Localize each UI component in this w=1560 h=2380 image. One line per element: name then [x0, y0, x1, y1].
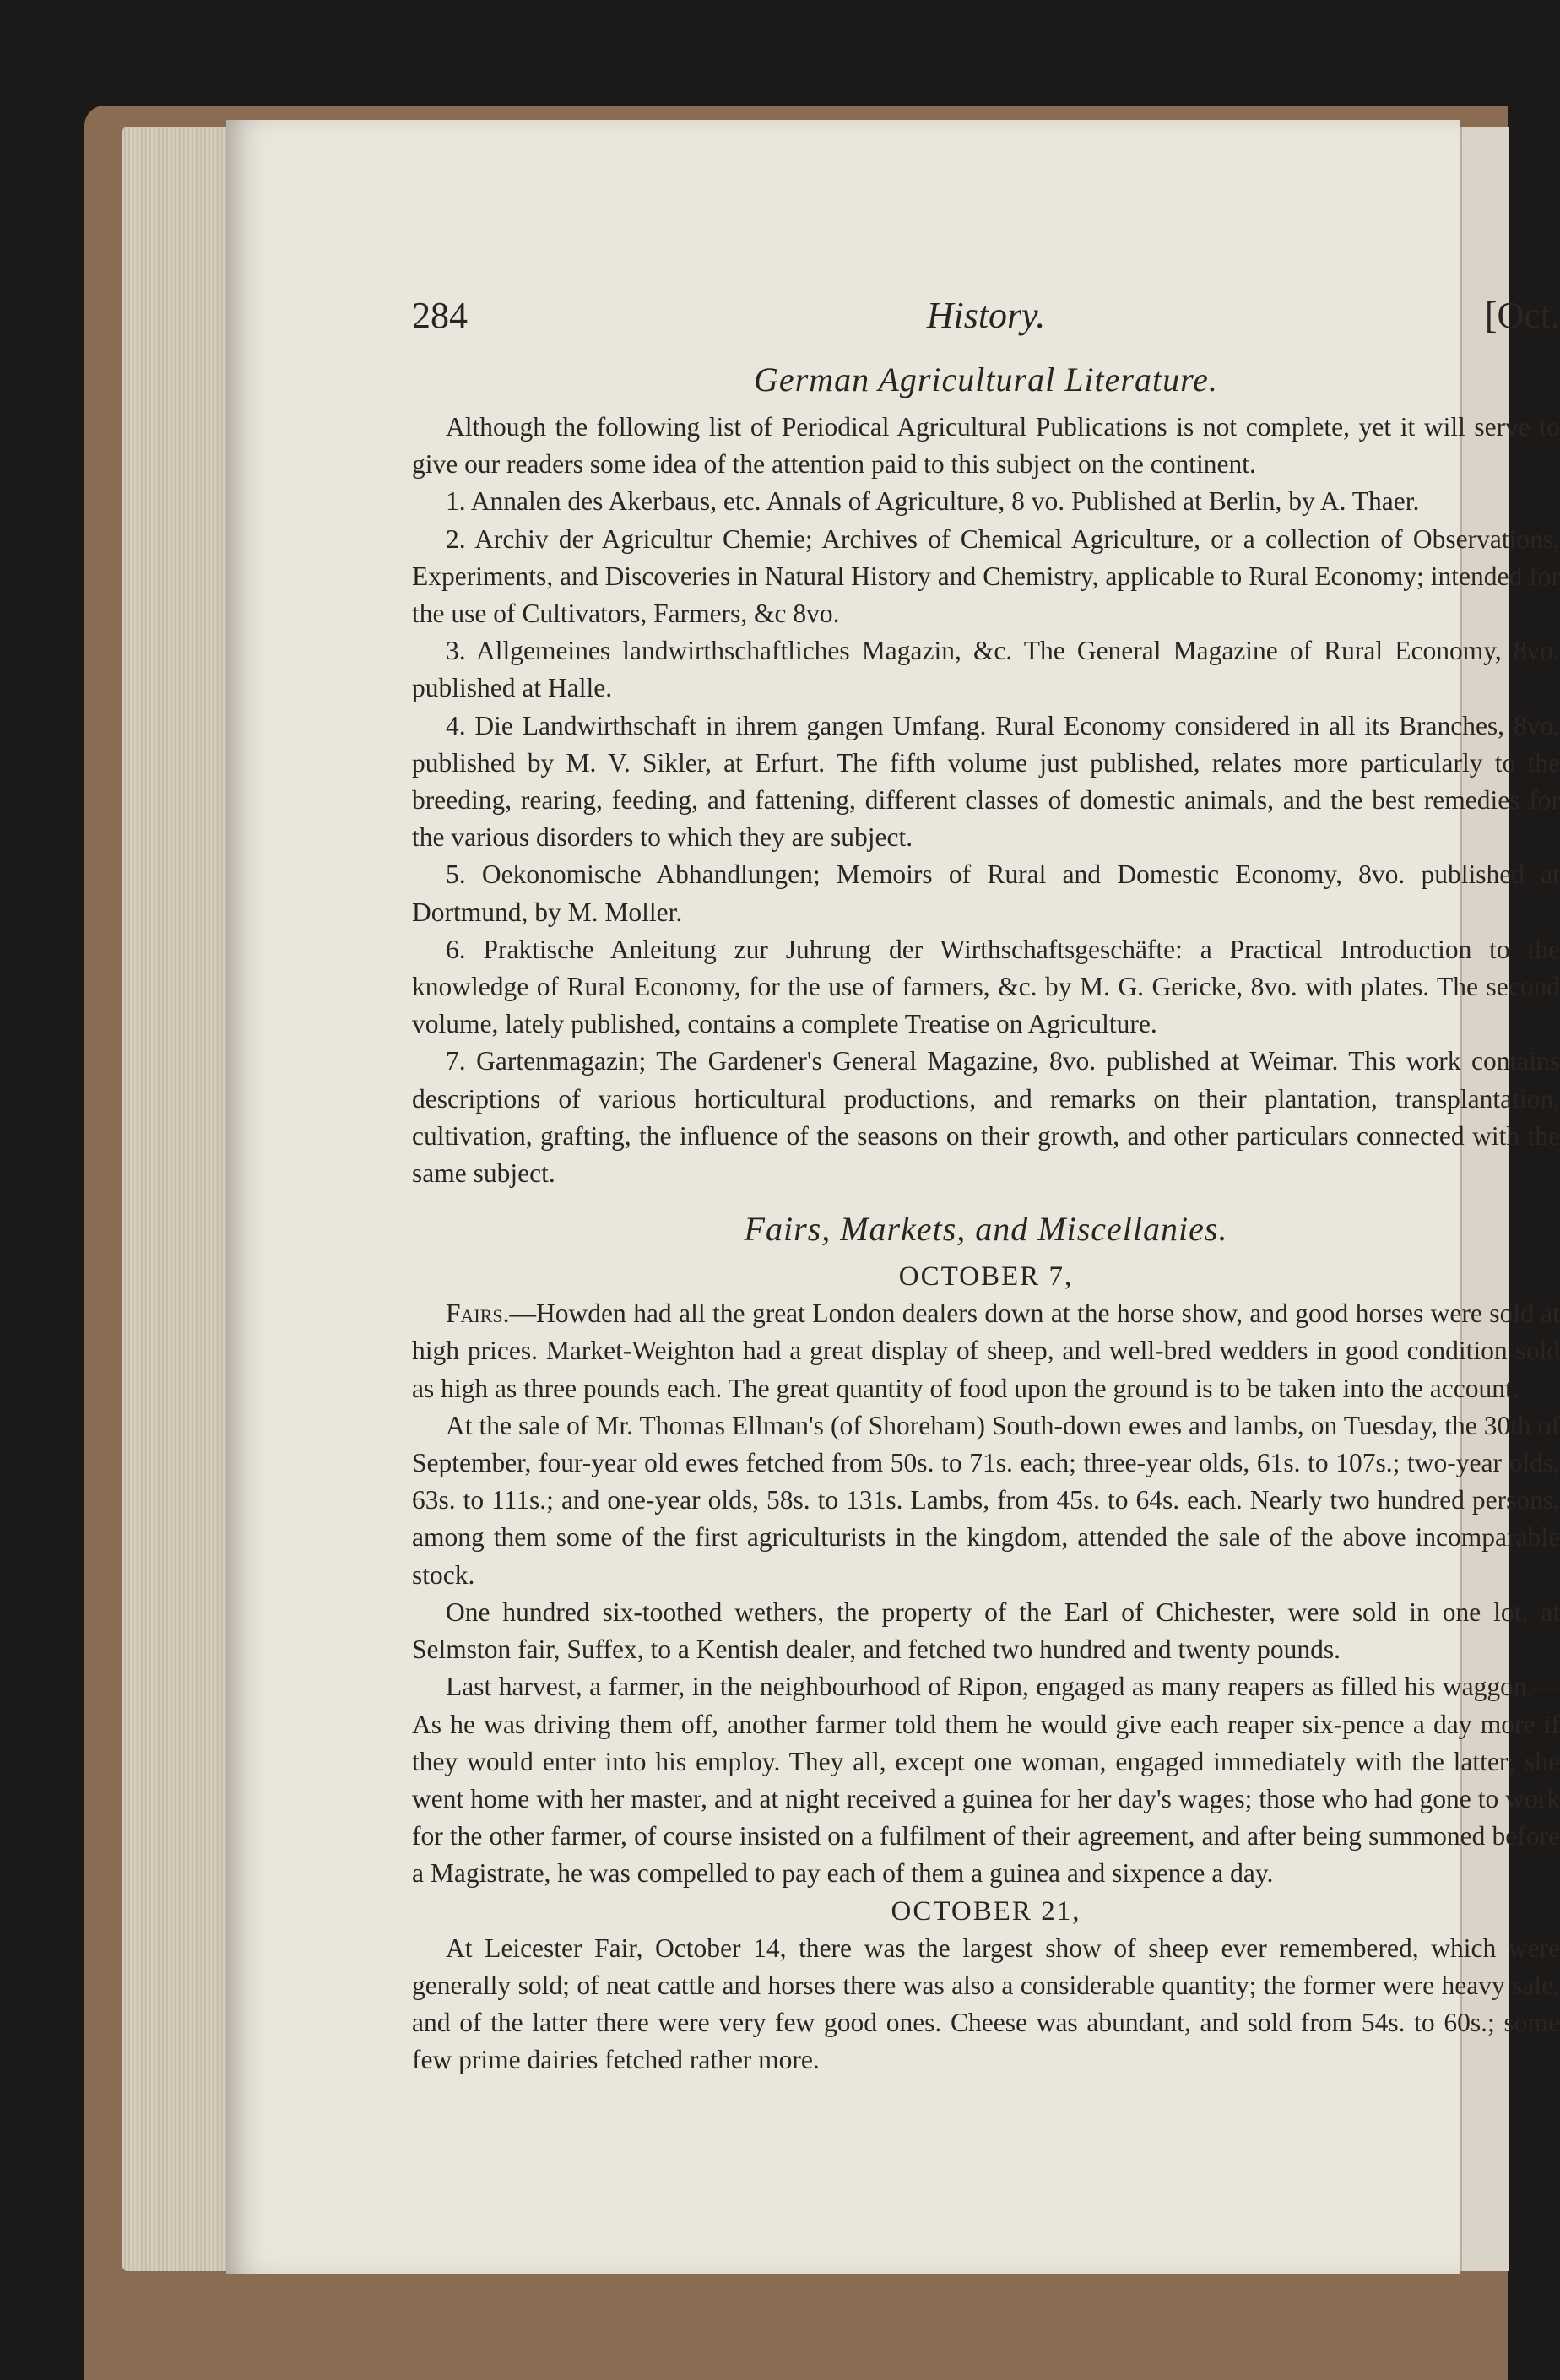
literature-entry: 6. Praktische Anleitung zur Juhrung der Wirthschaftsgeschäfte: a Practical Introduction to the knowledge of Rural Economy, for the use of farmers, &c. by M. G. Gericke, 8vo. with plates. The second volume, lately published, contains a complete Treatise on Agriculture.	[412, 934, 1560, 1039]
news-paragraph: At Leicester Fair, October 14, there was the largest show of sheep ever remembered, which were generally sold; of neat cattle and horses there was also a considerable quantity; the former were heavy sale, and of the latter there were very few good ones. Cheese was abundant, and sold from 54s. to 60s.; some few prime dairies fetched rather more.	[412, 1933, 1560, 2075]
literature-entry: 2. Archiv der Agricultur Chemie; Archives of Chemical Agriculture, or a collection of Observations, Experiments, and Discoveries in Natural History and Chemistry, applicable to Rural Economy; intended for the use of Cultivators, Farmers, &c 8vo.	[412, 523, 1560, 629]
page-number: 284	[412, 295, 468, 336]
literature-entry: 5. Oekonomische Abhandlungen; Memoirs of Rural and Domestic Economy, 8vo. published at Dortmund, by M. Moller.	[412, 859, 1560, 927]
literature-entry: 7. Gartenmagazin; The Gardener's General Magazine, 8vo. published at Weimar. This work contains descriptions of various horticultural productions, and remarks on their plantation, transplantation, cultivation, grafting, the influence of the seasons on their growth, and other particulars connected with the same subject.	[412, 1046, 1560, 1189]
running-head	[412, 289, 1560, 343]
fairs-paragraph	[412, 1295, 1560, 1407]
literature-entry: 3. Allgemeines landwirthschaftliches Magazin, &c. The General Magazine of Rural Economy, 8vo. published at Halle.	[412, 636, 1560, 703]
fairs-label: Fairs.	[446, 1298, 510, 1329]
running-title: History.	[926, 295, 1046, 336]
section-heading-literature: German Agricultural Literature.	[754, 361, 1218, 398]
running-month: [Oct.	[1484, 295, 1560, 336]
fairs-text: —Howden had all the great London dealers down at the horse show, and good horses were sold at high prices. Market-Weighton had a great display of sheep, and well-bred wedders in good condition sold as high as three pounds each. The great quantity of food upon the ground is to be taken into the account.	[412, 1298, 1560, 1403]
literature-entry: 1. Annalen des Akerbaus, etc. Annals of Agriculture, 8 vo. Published at Berlin, by A. Thaer.	[446, 486, 1420, 517]
news-paragraph: One hundred six-toothed wethers, the property of the Earl of Chichester, were sold in one lot, at Selmston fair, Suffex, to a Kentish dealer, and fetched two hundred and twenty pounds.	[412, 1597, 1560, 1665]
book-page	[226, 120, 1560, 2274]
page-text	[412, 289, 1560, 2079]
page-edges	[122, 127, 232, 2271]
date-heading: OCTOBER 7,	[898, 1261, 1074, 1293]
news-paragraph: At the sale of Mr. Thomas Ellman's (of Shoreham) South-down ewes and lambs, on Tuesday, the 30th of September, four-year old ewes fetched from 50s. to 71s. each; three-year olds, 61s. to 107s.; two-year olds, 63s. to 111s.; and one-year olds, 58s. to 131s. Lambs, from 45s. to 64s. each. Nearly two hundred persons, among them some of the first agriculturists in the kingdom, attended the sale of the above incomparable stock.	[412, 1410, 1560, 1590]
section-heading-fairs: Fairs, Markets, and Miscellanies.	[744, 1210, 1228, 1249]
date-heading: OCTOBER 21,	[891, 1895, 1081, 1927]
literature-entry: 4. Die Landwirthschaft in ihrem gangen Umfang. Rural Economy considered in all its Branches, 8vo. published by M. V. Sikler, at Erfurt. The fifth volume just published, relates more particularly to the breeding, rearing, feeding, and fattening, different classes of domestic animals, and the best remedies for the various disorders to which they are subject.	[412, 710, 1560, 853]
news-paragraph: Last harvest, a farmer, in the neighbourhood of Ripon, engaged as many reapers as filled his waggon.—As he was driving them off, another farmer told them he would give each reaper six-pence a day more if they would enter into his employ. They all, except one woman, engaged immediately with the latter; she went home with her master, and at night received a guinea for her day's wages; those who had gone to work for the other farmer, of course insisted on a fulfilment of their agreement, and after being summoned before a Magistrate, he was compelled to pay each of them a guinea and sixpence a day.	[412, 1672, 1560, 1889]
literature-intro: Although the following list of Periodical Agricultural Publications is not complete, yet it will serve to give our readers some idea of the attention paid to this subject on the continent.	[412, 412, 1560, 480]
